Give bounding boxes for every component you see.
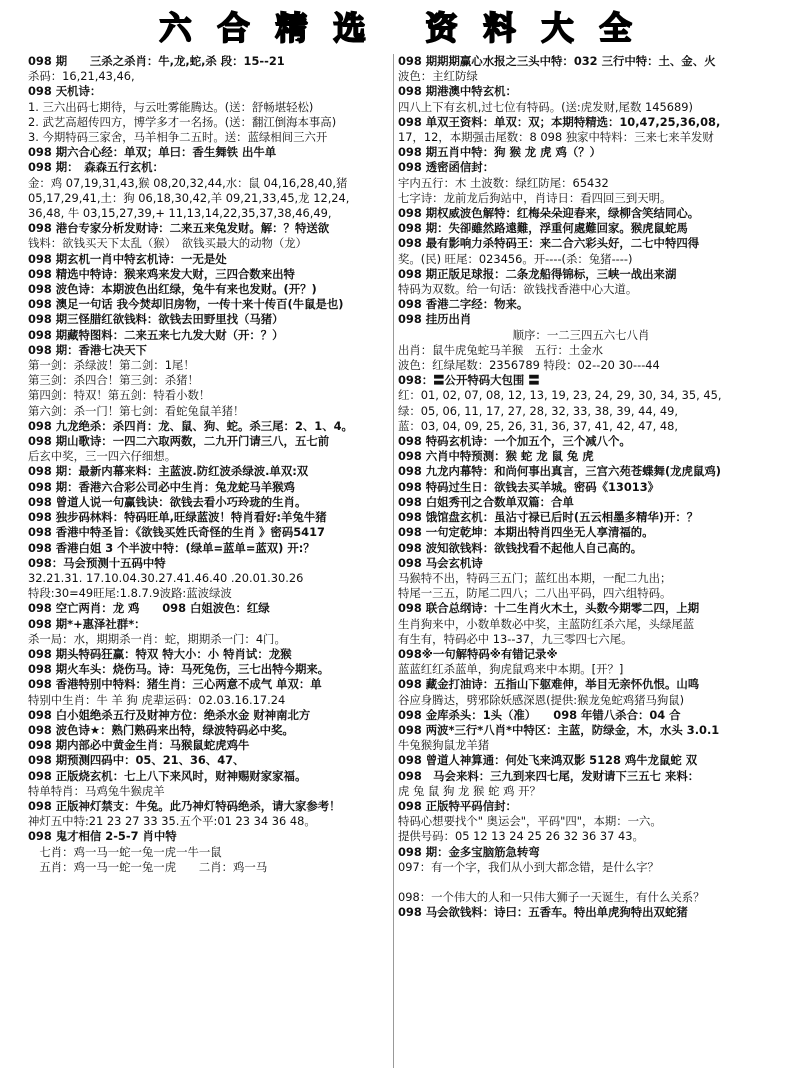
- text-line: 钱料：欲钱买天下太乱（猴） 欲钱买最大的动物（龙）: [28, 236, 308, 251]
- text-line: 098 期：最新内幕来料：主蓝波.防红波杀绿波.单双:双: [28, 464, 309, 479]
- text-line: 098 香港特别中特料：猪生肖：三心两意不成气 单双：单: [28, 677, 322, 692]
- text-line: 098 单双王资料：单双：双；本期特精选：10,47,25,36,08,: [398, 114, 721, 129]
- text-line: 098 马会来料：三九到来四七尾，发财请下三五七 来料：: [398, 768, 700, 783]
- text-line: 098 藏金打油诗：五指山下躯难伸，举目无亲怀仇恨。山鸣: [398, 677, 700, 692]
- text-line: 098 六肖中特预测：猴 蛇 龙 鼠 兔 虎: [398, 449, 594, 464]
- text-line: 后玄中奖，三一四六仔细想。: [28, 449, 177, 464]
- text-line: 098 正版特平码信封：: [398, 798, 517, 813]
- text-line: 绿：05, 06, 11, 17, 27, 28, 32, 33, 38, 39, 44, 49,: [398, 403, 678, 418]
- text-line: 098 九龙内幕特：和尚何事出真言，三宫六苑苍蝶舞(龙虎鼠鸡): [398, 464, 721, 479]
- text-line: 098 曾道人神算通：何处飞来鸿双影 5128 鸡牛龙鼠蛇 双: [398, 753, 698, 768]
- text-line: 五肖：鸡一马一蛇一兔一虎 二肖：鸡一马: [28, 859, 268, 874]
- text-line: 098 期：香港七决天下: [28, 342, 147, 357]
- text-line: 098 期头特码狂赢：特双 特大小：小 特肖试：龙猴: [28, 646, 292, 661]
- title-char: 料: [483, 9, 518, 47]
- text-line: 3. 今期特码三家舍，马羊相争二五时。送：蓝绿相间三六开: [28, 130, 328, 145]
- text-line: 红：01, 02, 07, 08, 12, 13, 19, 23, 24, 29, 30, 34, 35, 45,: [398, 388, 722, 403]
- text-line: 098 精选中特诗：猴来鸡来发大财，三四合数来出特: [28, 266, 295, 281]
- text-line: 波色：主红防绿: [398, 69, 478, 84]
- text-line: 097：有一个字，我们从小到大都念错，是什么字？: [398, 859, 659, 874]
- text-line: 36,48, 牛 03,15,27,39,+ 11,13,14,22,35,37,38,46,49,: [28, 206, 332, 221]
- text-line: 098 期*+惠泽社群*：: [28, 616, 146, 631]
- text-line: 098 香港白姐 3 个半波中特：(绿单=蓝单=蓝双) 开:？: [28, 540, 315, 555]
- text-line: 098 期六合心经：单双；单曰：香生舞铁 出牛单: [28, 145, 277, 160]
- text-line: 098 空亡两肖：龙 鸡 098 白姐波色：红绿: [28, 601, 270, 616]
- text-line: 098 一句定乾坤：本期出特肖四坐无人享清福的。: [398, 525, 654, 540]
- text-line: 098 曾道人说一句赢钱诀：欲钱去看小巧玲珑的生肖。: [28, 494, 307, 509]
- text-line: 098 马会玄机诗: [398, 555, 483, 570]
- text-line: 098 特码过生日：欲钱去买羊城。密码《13013》: [398, 479, 660, 494]
- text-line: 098 期 三杀之杀肖：牛,龙,蛇,杀 段：15--21: [28, 54, 285, 68]
- text-line: 098 天机诗：: [28, 84, 102, 99]
- text-line: 098 期正版足球报：二条龙船得锦标，三峡一战出来湖: [398, 266, 677, 281]
- text-line: 杀码：16,21,43,46,: [28, 69, 135, 84]
- text-line: 32.21.31. 17.10.04.30.27.41.46.40 .20.01.30.26: [28, 570, 304, 585]
- text-line: 2. 武艺高超传四方，博学多才一名扬。(送：翻江倒海本事高): [28, 114, 337, 129]
- text-line: 098 金库杀头：1头（准） 098 年错八杀合：04 合: [398, 707, 681, 722]
- title-char: 精: [275, 9, 310, 47]
- text-line: 098 独步码林料：特码旺单,旺绿蓝波！特肖看好:羊兔牛猪: [28, 510, 327, 525]
- text-line: 098 透密函信封：: [398, 160, 495, 175]
- title-char: 全: [599, 9, 634, 47]
- text-line: 098 白姐秀刊之合数单双篇：合单: [398, 494, 574, 509]
- text-line: 提供号码：05 12 13 24 25 26 32 36 37 43。: [398, 829, 644, 844]
- text-line: 098 联合总纲诗：十二生肖火木土，头数今期零二四，上期: [398, 601, 700, 616]
- column-divider: [393, 54, 394, 1068]
- title-char: 合: [217, 9, 252, 47]
- text-line: 蓝：03, 04, 09, 25, 26, 31, 36, 37, 41, 42, 47, 48,: [398, 418, 678, 433]
- text-line: 098 波色诗：本期波色出红绿，兔牛有来也发财。(开？): [28, 282, 317, 297]
- text-line: 098 九龙绝杀：杀四肖：龙、鼠、狗、蛇。杀三尾：2、1、4。: [28, 418, 353, 433]
- text-line: 098 期玄机一肖中特玄机诗：一无是处: [28, 251, 227, 266]
- text-line: 谷应身腾达，劈邪除妖感深恩(提供:猴龙兔蛇鸡猪马狗鼠): [398, 692, 685, 707]
- text-line: 特段:30=49旺尾:1.8.7.9波路:蓝波绿波: [28, 586, 232, 601]
- text-line: 098 马会欲钱料：诗曰：五香车。特出单虎狗特出双蛇猪: [398, 905, 688, 920]
- text-line: 特单特肖：马鸡兔牛猴虎羊: [28, 783, 165, 798]
- text-line: 098 期藏特图料：二来五来七九发大财（开：？）: [28, 327, 284, 342]
- text-line: 金：鸡 07,19,31,43,猴 08,20,32,44,水：鼠 04,16,28,40,猪: [28, 175, 348, 190]
- text-line: 马猴特不出，特码三五门；蓝红出本期，一配二九出；: [398, 570, 672, 585]
- text-line: 098 香港二字经：物来。: [398, 297, 529, 312]
- text-line: 098 期火车头：烧伤马。诗：马死兔伤，三七出特今期来。: [28, 662, 330, 677]
- text-line: 特别中生肖：牛 羊 狗 虎辈运码：02.03.16.17.24: [28, 692, 286, 707]
- text-line: 神灯五中特:21 23 27 33 35.五个平:01 23 34 36 48。: [28, 814, 316, 829]
- left-column: [28, 54, 390, 875]
- text-line: 098 正版神灯禁支：牛兔。此乃神灯特码绝杀，请大家参考！: [28, 798, 341, 813]
- text-line: 098 正版烧玄机：七上八下来风时，财神赐财家家福。: [28, 768, 307, 783]
- text-line: 顺序：一二三四五六七八肖: [512, 327, 650, 342]
- text-line: 098 期： 森森五行玄机：: [28, 160, 164, 175]
- text-line: 第四剑：特双！第五剑：特看小数！: [28, 388, 211, 403]
- text-line: 098 期山歌诗：一四二六取两数，二九开门请三八，五七前: [28, 434, 330, 449]
- text-line: 第六剑：杀一门！第七剑：看蛇兔鼠羊猪！: [28, 403, 245, 418]
- text-line: 七肖：鸡一马一蛇一兔一虎一牛一鼠: [28, 844, 222, 859]
- text-line: 生肖狗来中，小数单数必中奖，主蓝防红杀六尾，头绿尾蓝: [398, 616, 695, 631]
- text-line: [398, 875, 764, 890]
- title-char: 选: [333, 9, 368, 47]
- text-line: 098 白小姐绝杀五行及财神方位：绝杀水金 财神南北方: [28, 707, 311, 722]
- text-line: 098 期期期赢心水报之三头中特：032 三行中特：土、金、火: [398, 54, 716, 68]
- text-line: 098：马会预测十五码中特: [28, 555, 166, 570]
- text-line: 宇内五行：木 土波数：绿红防尾：65432: [398, 175, 609, 190]
- text-line: 波色：红绿尾数：2356789 特段：02--20 30---44: [398, 358, 660, 373]
- text-line: 098 期预测四码中：05、21、36、47、: [28, 753, 245, 768]
- text-line: 特码心想要找个" 奥运会"，平码"四"，本期：一六。: [398, 814, 662, 829]
- text-line: 特尾一三五，防尾二四八；二八出平码，四六组特码。: [398, 586, 672, 601]
- text-line: 098 鬼才相信 2-5-7 肖中特: [28, 829, 177, 844]
- text-line: 有生有，特码必中 13--37，九三零四七六尾。: [398, 631, 633, 646]
- text-line: 098 特码玄机诗：一个加五个，三个减八个。: [398, 434, 631, 449]
- text-line: 第一剑：杀绿波！第二剑：1尾！: [28, 358, 195, 373]
- text-line: 098 波色诗★：熟门熟码来出特，绿波特码必中奖。: [28, 722, 294, 737]
- text-line: 第三剑：杀四合！第三剑：杀猪！: [28, 373, 199, 388]
- text-line: 出肖：鼠牛虎兔蛇马羊猴 五行：土金水: [398, 342, 604, 357]
- text-line: 1. 三六出码七期待，与云吐雾能腾达。(送：舒畅堪轻松): [28, 99, 314, 114]
- text-line: 098 波知欲钱料：欲钱找看不起他人自己高的。: [398, 540, 643, 555]
- text-line: 098 期权威波色解特：红梅朵朵迎春来，绿柳含笑结同心。: [398, 206, 700, 221]
- text-line: 098 期：香港六合彩公司必中生肖：兔龙蛇马羊猴鸡: [28, 479, 295, 494]
- text-line: 098 饿馆盘玄机：虽沾寸禄已后时(五云相墨多精华)开：？: [398, 510, 699, 525]
- text-line: 098 澳足一句话 我今焚却旧房物，一传十来十传百(牛鼠是也): [28, 297, 344, 312]
- text-line: 蓝蓝红红杀蓝单，狗虎鼠鸡来中本期。[开？]: [398, 662, 624, 677]
- text-line: 098 期港澳中特玄机：: [398, 84, 517, 99]
- text-line: 098 期内部必中黄金生肖：马猴鼠蛇虎鸡牛: [28, 738, 250, 753]
- text-line: 17，12，本期强击尾数：8 098 独家中特料：三来七来羊发财: [398, 130, 714, 145]
- text-line: 098 香港中特圣旨：《欲钱买姓氏奇怪的生肖 》密码5417: [28, 525, 325, 540]
- text-line: 098：〓公开特码大包围 〓: [398, 373, 540, 388]
- text-line: 098 期五肖中特：狗 猴 龙 虎 鸡（？）: [398, 145, 602, 160]
- title-char: 大: [541, 9, 576, 47]
- title-char: 六: [159, 9, 194, 47]
- text-line: 虎 兔 鼠 狗 龙 猴 蛇 鸡 开？: [398, 783, 541, 798]
- text-line: 四八上下有玄机,过七位有特码。(送:虎发财,尾数 145689): [398, 99, 693, 114]
- text-line: 098 两波*三行*八肖*中特区：主蓝，防绿金，木，水头 3.0.1: [398, 722, 720, 737]
- text-line: 杀一局：水，期期杀一肖：蛇，期期杀一门：4门。: [28, 631, 286, 646]
- text-line: 098 期三怪腊红欲钱料：欲钱去田野里找（马猪）: [28, 312, 284, 327]
- page-title: [0, 0, 793, 52]
- text-line: 098 期：金多宝脑筋急转弯: [398, 844, 540, 859]
- text-line: 098 港台专家分析发财诗：二来五来兔发财。解：？特送欲: [28, 221, 330, 236]
- text-line: 098：一个伟大的人和一只伟大狮子一天诞生，有什么关系？: [398, 890, 705, 905]
- text-line: 098 期：失卻雖然路遠難，浮重何處難回家。猴虎鼠蛇馬: [398, 221, 688, 236]
- text-line: 特码为双数。给一句话：欲钱找香港中心大道。: [398, 282, 638, 297]
- text-line: 098 最有影响力杀特码王：来二合六彩头好，二七中特四得: [398, 236, 700, 251]
- title-char: 资: [425, 9, 460, 47]
- text-line: 牛兔猴狗鼠龙羊猪: [398, 738, 490, 753]
- text-line: 05,17,29,41,土：狗 06,18,30,42,羊 09,21,33,45,龙 12,24,: [28, 190, 350, 205]
- text-line: 098※一句解特码※有错记录※: [398, 646, 558, 661]
- right-column: [398, 54, 764, 921]
- text-line: 098 挂历出肖: [398, 312, 472, 327]
- text-line: 七字诗：龙前龙后狗站中，肖诗日：看四回三到天明。: [398, 190, 672, 205]
- text-line: 奖。(民) 旺尾：023456。开----(杀：兔猪----): [398, 251, 633, 266]
